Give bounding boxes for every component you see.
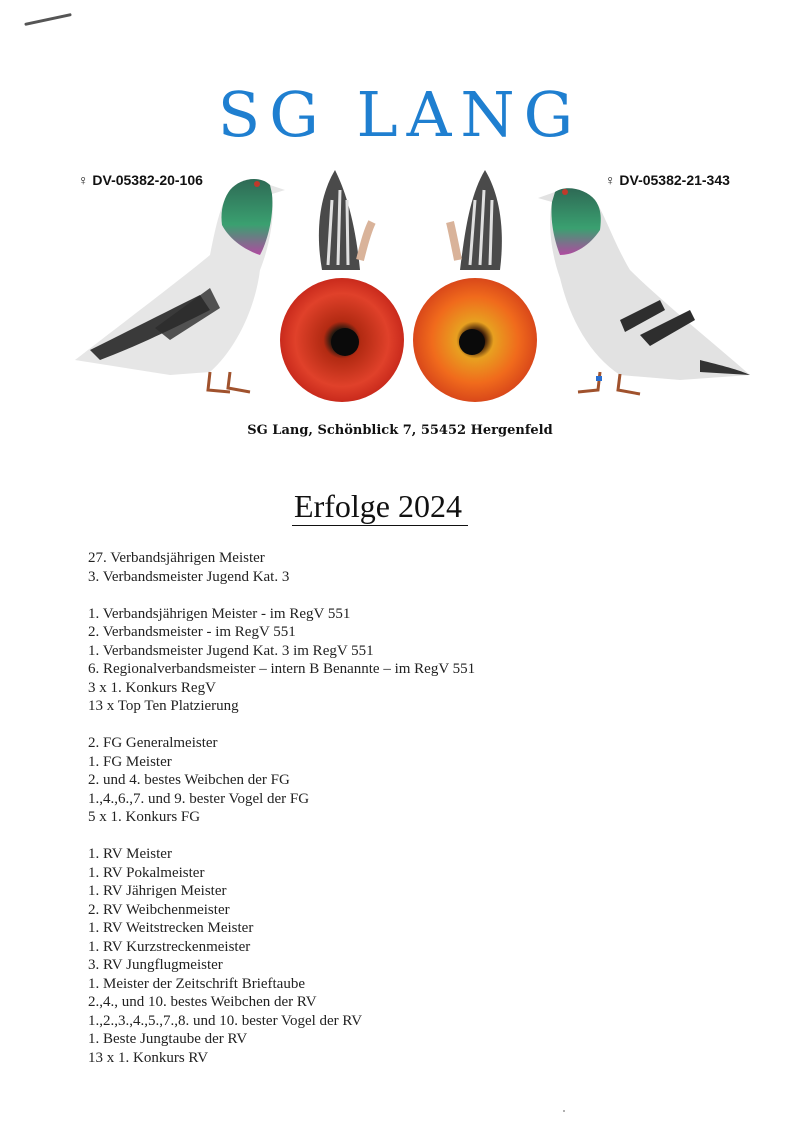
achievement-line: 1.,2.,3.,4.,5.,7.,8. und 10. bester Vogel der RV [88, 1012, 363, 1029]
pigeon-photo-collage [60, 160, 760, 410]
achievement-line: 13 x Top Ten Platzierung [88, 698, 239, 714]
achievement-line: 1. RV Meister [88, 846, 172, 862]
section-heading: Erfolge 2024 [0, 488, 760, 525]
scan-dot [563, 1110, 565, 1112]
achievement-line: 1. RV Jährigen Meister [88, 883, 227, 899]
achievement-line: 2. FG Generalmeister [88, 735, 218, 751]
achievement-group [88, 734, 708, 827]
achievement-line: 27. Verbandsjährigen Meister [88, 550, 265, 566]
achievements-list [88, 549, 708, 1086]
achievement-line: 2. Verbandsmeister - im RegV 551 [88, 624, 296, 640]
achievement-line: 1. Beste Jungtaube der RV [88, 1031, 248, 1047]
achievement-group [88, 845, 708, 1067]
achievement-line: 2. und 4. bestes Weibchen der FG [88, 772, 290, 788]
achievement-line: 1. RV Kurzstreckenmeister [88, 938, 251, 955]
achievement-group [88, 605, 708, 716]
achievement-line: 1.,4.,6.,7. und 9. bester Vogel der FG [88, 790, 310, 807]
achievement-line: 1. Verbandsmeister Jugend Kat. 3 im RegV 551 [88, 642, 374, 659]
pigeon-left-icon [75, 179, 285, 392]
achievement-line: 1. FG Meister [88, 753, 172, 770]
achievement-line: 2.,4., und 10. bestes Weibchen der RV [88, 994, 317, 1010]
achievement-group [88, 549, 708, 586]
achievement-line: 5 x 1. Konkurs FG [88, 809, 201, 825]
achievement-line: 1. Meister der Zeitschrift Brieftaube [88, 975, 306, 992]
achievement-line: 6. Regionalverbandsmeister – intern B Benannte – im RegV 551 [88, 661, 476, 677]
achievement-line: 13 x 1. Konkurs RV [88, 1049, 209, 1066]
address-line: SG Lang, Schönblick 7, 55452 Hergenfeld [247, 423, 553, 438]
ring-number-right: ♀ DV-05382-21-343 [605, 172, 730, 188]
achievement-line: 1. RV Pokalmeister [88, 864, 205, 881]
achievement-line: 1. Verbandsjährigen Meister - im RegV 551 [88, 605, 351, 622]
achievement-line: 3 x 1. Konkurs RegV [88, 679, 216, 696]
wing-right-icon [450, 170, 502, 270]
wing-left-icon [319, 170, 372, 270]
scan-mark [24, 13, 72, 26]
ring-number-left: ♀ DV-05382-20-106 [78, 172, 203, 188]
pigeon-right-icon [538, 188, 750, 394]
page-title: SG LANG [217, 78, 583, 151]
achievement-line: 3. Verbandsmeister Jugend Kat. 3 [88, 568, 290, 585]
achievement-line: 1. RV Weitstrecken Meister [88, 920, 254, 936]
achievement-line: 2. RV Weibchenmeister [88, 901, 230, 918]
achievement-line: 3. RV Jungflugmeister [88, 957, 223, 973]
